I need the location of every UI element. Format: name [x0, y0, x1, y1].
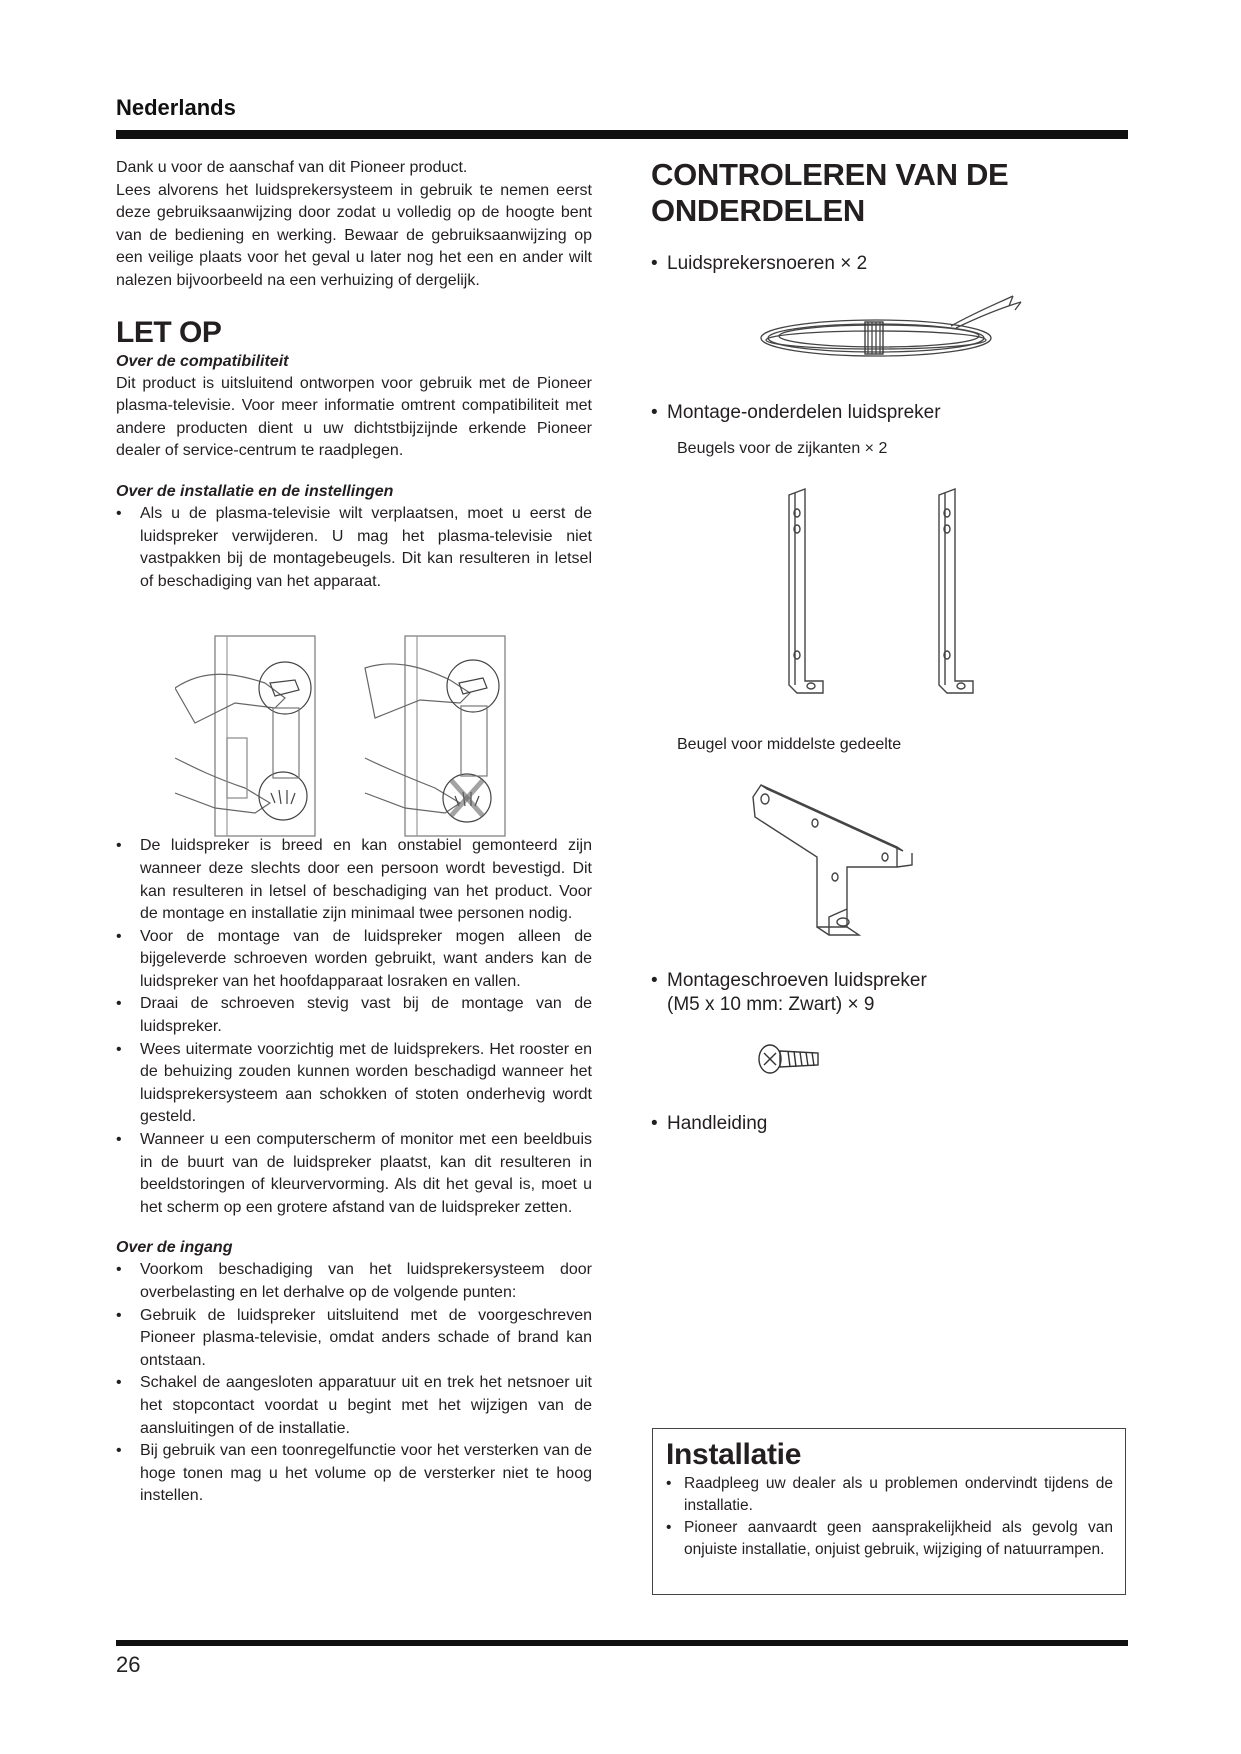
- input-bullet: • Schakel de aangesloten apparatuur uit en trek het netsnoer uit het stopcontact voordat u begint met het wijzigen van de aansluitingen of de installatie.: [116, 1372, 592, 1440]
- page-number: 26: [116, 1652, 141, 1677]
- parts-title: [651, 157, 1128, 229]
- side-brackets-illustration: [779, 485, 1009, 705]
- side-bracket-left: [789, 489, 823, 693]
- side-bracket-right: [939, 489, 973, 693]
- let-op-title: LET OP: [116, 315, 222, 349]
- intro-line-1: Dank u voor de aanschaf van dit Pioneer product.: [116, 159, 468, 176]
- parts-title-line1: CONTROLEREN VAN DE: [651, 157, 1009, 192]
- install-bullet: • Als u de plasma-televisie wilt verplaatsen, moet u eerst de luidspreker verwijderen. U mag het plasma-televisie niet vastpakken bij de montagebeugels. Dit kan resulteren in letsel of beschadiging van het apparaat.: [116, 503, 592, 593]
- cable-illustration: [751, 292, 1041, 372]
- install-bullet: • Wees uitermate voorzichtig met de luidsprekers. Het rooster en de behuizing zouden kunnen worden beschadigd wanneer het luidsprekersysteem aan schokken of stoten onderhevig wordt gesteld.: [116, 1039, 592, 1129]
- input-bullet: • Gebruik de luidspreker uitsluitend met de voorgeschreven Pioneer plasma-televisie, omdat anders schade of brand kan ontstaan.: [116, 1305, 592, 1373]
- intro: [116, 157, 592, 293]
- right-column: [651, 157, 1128, 1417]
- item-screws: • Montageschroeven luidspreker (M5 x 10 mm: Zwart) × 9: [651, 970, 927, 1015]
- install-bullet: • Draai de schroeven stevig vast bij de montage van de luidspreker.: [116, 993, 592, 1038]
- screw-icon: [756, 1039, 826, 1079]
- side-brackets-label: Beugels voor de zijkanten × 2: [677, 440, 888, 457]
- installation-bullet: • Pioneer aanvaardt geen aansprakelijkheid als gevolg van onjuiste installatie, onjuist gebruik, wijziging of natuurrampen.: [666, 1517, 1113, 1561]
- input-bullet: • Voorkom beschadiging van het luidsprekersysteem door overbelasting en let derhalve op de volgende punten:: [116, 1259, 592, 1304]
- handling-illustration: [175, 628, 545, 850]
- install-bullet: • Voor de montage van de luidspreker mogen alleen de bijgeleverde schroeven worden gebruikt, want anders kan de luidspreker van het hoofdapparaat losraken en vallen.: [116, 926, 592, 994]
- handling-incorrect-image: [365, 636, 505, 836]
- install-bullets: [116, 835, 592, 1219]
- installation-bullets: [666, 1473, 1113, 1561]
- parts-title-line2: ONDERDELEN: [651, 193, 866, 228]
- language-heading: Nederlands: [116, 95, 236, 120]
- input-bullet: • Bij gebruik van een toonregelfunctie voor het versterken van de hoge tonen mag u het volume op de versterker niet te hoog instellen.: [116, 1440, 592, 1508]
- item-cables: • Luidsprekersnoeren × 2: [651, 253, 868, 274]
- installation-box: [652, 1428, 1126, 1595]
- item-manual: • Handleiding: [651, 1113, 768, 1134]
- footer-rule: [116, 1640, 1128, 1646]
- middle-bracket-illustration: [747, 777, 937, 937]
- input-bullets: [116, 1259, 592, 1508]
- install-bullet: • Wanneer u een computerscherm of monitor met een beeldbuis in de buurt van de luidspreker plaatst, kan dit resulteren in beeldstoringen of kleurvervorming. Als dit het geval is, moet u het scherm op een grotere afstand van de luidspreker zetten.: [116, 1129, 592, 1219]
- intro-line-2: Lees alvorens het luidsprekersysteem in gebruik te nemen eerst deze gebruiksaanwijzing door zodat u volledig op de hoogte bent van de bediening en werking. Bewaar de gebruiksaanwijzing op een veilige plaats voor het geval u later nog het een en ander wilt nalezen bijvoorbeeld na een verhuizing of dergelijk.: [116, 181, 592, 289]
- header-rule: [116, 130, 1128, 139]
- installation-bullet: • Raadpleeg uw dealer als u problemen ondervindt tijdens de installatie.: [666, 1473, 1113, 1517]
- middle-bracket-label: Beugel voor middelste gedeelte: [677, 736, 902, 753]
- install-heading: Over de installatie en de instellingen: [116, 482, 394, 500]
- item-mounting: • Montage-onderdelen luidspreker: [651, 402, 941, 423]
- compat-text: Dit product is uitsluitend ontworpen voor gebruik met de Pioneer plasma-televisie. Voor meer informatie omtrent compatibiliteit met andere producten dient u uw dichtstbijzijnde erkende Pioneer dealer of service-centrum te raadplegen.: [116, 374, 592, 460]
- installation-title: Installatie: [666, 1438, 802, 1471]
- install-bullet: • De luidspreker is breed en kan onstabiel gemonteerd zijn wanneer deze slechts door een persoon wordt bevestigd. Dit kan resulteren in letsel of beschadiging van het product. Voor de montage en installatie zijn minimaal twee personen nodig.: [116, 835, 592, 925]
- input-heading: Over de ingang: [116, 1239, 233, 1257]
- handling-correct-image: [175, 636, 315, 836]
- install-bullets-first: [116, 503, 592, 593]
- compat-heading: Over de compatibiliteit: [116, 352, 289, 370]
